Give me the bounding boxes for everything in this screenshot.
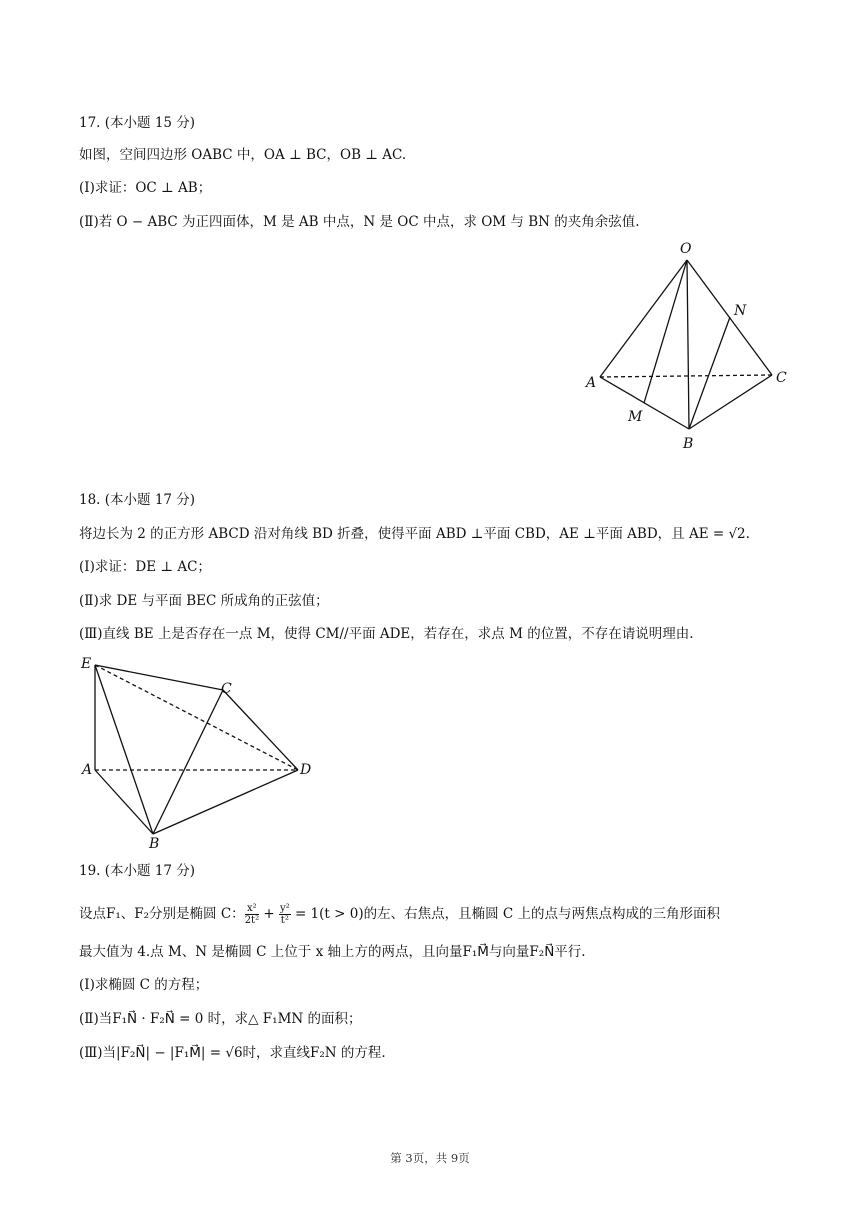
q19-part1: (Ⅰ)求椭圆 C 的方程； <box>79 977 209 993</box>
q18-folded-square-figure <box>75 650 325 855</box>
q18-part1: (Ⅰ)求证：DE ⊥ AC； <box>79 559 211 575</box>
plus-sign: + <box>259 906 279 922</box>
label-C: C <box>221 681 232 697</box>
label-A: A <box>82 762 93 778</box>
frac2-denominator: t² <box>280 915 289 926</box>
q19-heading: 19. (本小题 17 分) <box>79 863 196 879</box>
q19-stem-a: 设点F₁、F₂分别是椭圆 C： <box>79 906 245 922</box>
label-O: O <box>680 241 692 257</box>
ellipse-fraction-x <box>245 903 259 926</box>
q19-stem-b: = 1(t > 0)的左、右焦点，且椭圆 C 上的点与两焦点构成的三角形面积 <box>290 906 720 922</box>
q19-stem-line2: 最大值为 4.点 M、N 是椭圆 C 上位于 x 轴上方的两点，且向量F₁M⃗与向量F₂N⃗平行. <box>79 944 586 960</box>
label-E: E <box>81 656 92 672</box>
q18-heading: 18. (本小题 17 分) <box>79 492 196 508</box>
label-B: B <box>683 436 694 452</box>
frac1-denominator: 2t² <box>244 915 260 926</box>
q18-part3: (Ⅲ)直线 BE 上是否存在一点 M，使得 CM//平面 ADE，若存在，求点 M 的位置，不存在请说明理由. <box>79 626 694 642</box>
label-D: D <box>300 762 312 778</box>
q19-part2: (Ⅱ)当F₁N⃗ · F₂N⃗ = 0 时，求△ F₁MN 的面积； <box>79 1011 362 1027</box>
label-M: M <box>628 409 643 425</box>
q17-part2: (Ⅱ)若 O − ABC 为正四面体，M 是 AB 中点，N 是 OC 中点，求 OM 与 BN 的夹角余弦值. <box>79 214 640 230</box>
label-A: A <box>586 375 597 391</box>
q17-tetrahedron-figure <box>580 235 800 455</box>
q17-part1: (Ⅰ)求证：OC ⊥ AB； <box>79 180 212 196</box>
q18-part2: (Ⅱ)求 DE 与平面 BEC 所成角的正弦值； <box>79 593 329 609</box>
label-B: B <box>149 836 160 852</box>
q19-stem-line1 <box>79 900 720 928</box>
q17-heading: 17. (本小题 15 分) <box>79 115 196 131</box>
frac2-numerator: y² <box>279 903 290 914</box>
frac1-numerator: x² <box>245 903 259 915</box>
label-C: C <box>776 370 787 386</box>
q17-stem: 如图，空间四边形 OABC 中，OA ⊥ BC，OB ⊥ AC. <box>79 147 407 163</box>
q18-stem: 将边长为 2 的正方形 ABCD 沿对角线 BD 折叠，使得平面 ABD ⊥平面 CBD，AE ⊥平面 ABD，且 AE = √2. <box>79 526 750 542</box>
page-footer: 第 3页，共 9页 <box>390 1151 470 1165</box>
ellipse-fraction-y <box>279 903 291 926</box>
q19-part3: (Ⅲ)当|F₂N⃗| − |F₁M⃗| = √6时，求直线F₂N 的方程. <box>79 1045 386 1061</box>
label-N: N <box>734 303 747 319</box>
